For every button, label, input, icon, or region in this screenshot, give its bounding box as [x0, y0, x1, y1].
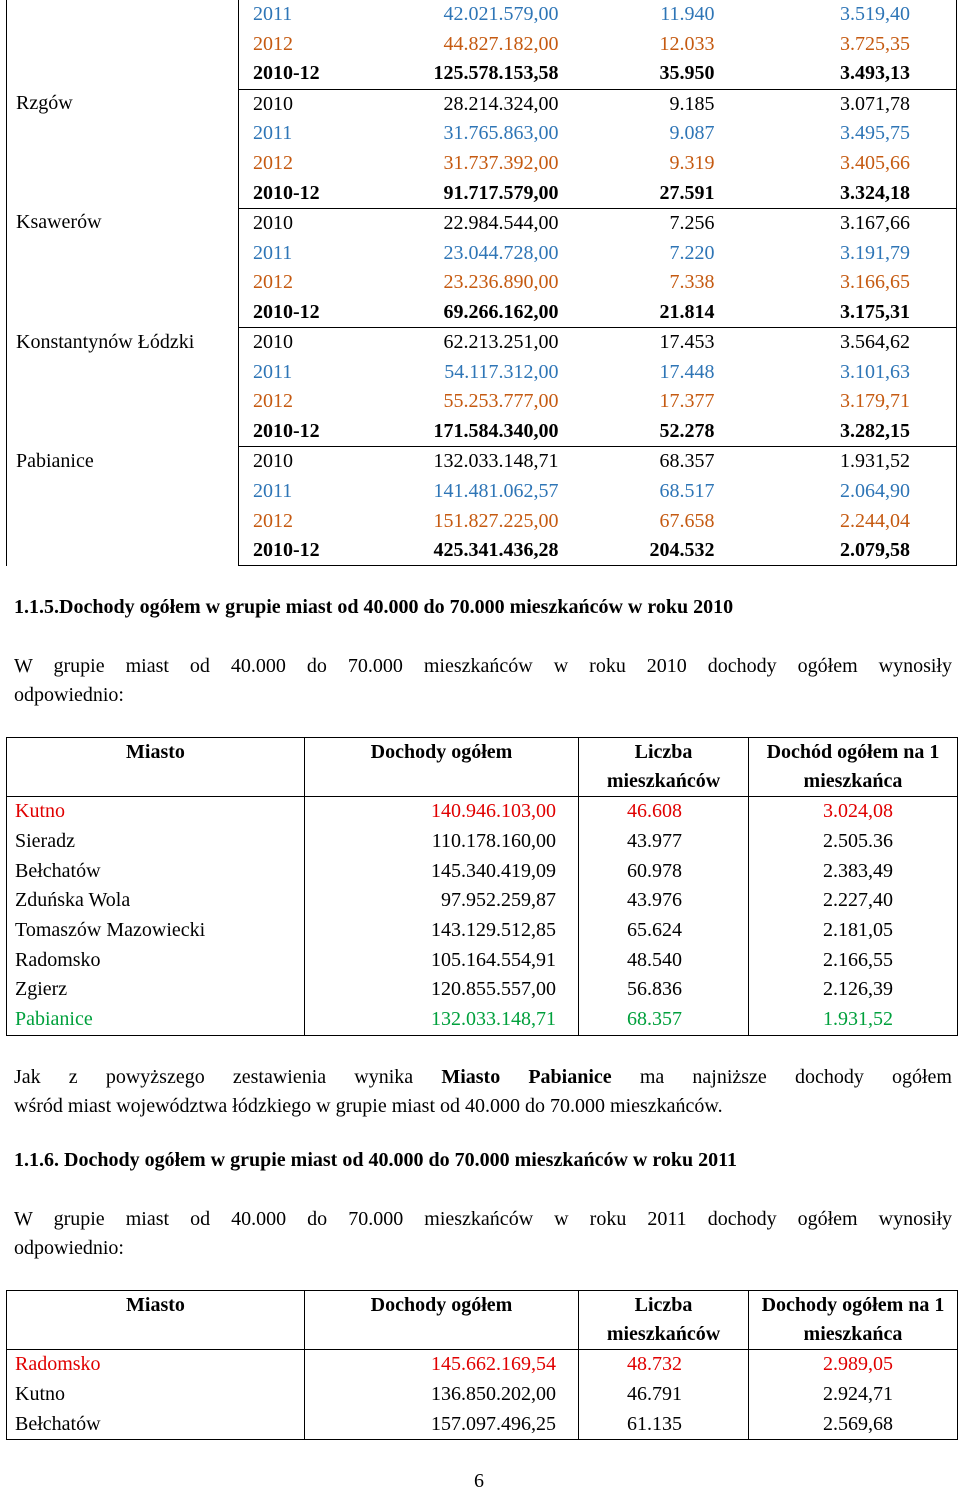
population-cell: 35.950: [565, 59, 759, 89]
per-capita-cell: 2.244,04: [759, 506, 957, 536]
income-cell: 125.578.153,58: [355, 59, 565, 89]
city-name-cell: Tomaszów Mazowiecki: [7, 916, 305, 946]
income-cell: 110.178.160,00: [305, 827, 579, 857]
year-cell: 2011: [253, 3, 293, 26]
income-cell: 145.340.419,09: [305, 856, 579, 886]
city-name-cell: Zgierz: [7, 975, 305, 1005]
income-cell: 42.021.579,00: [443, 3, 559, 26]
section-2010-conclusion: [14, 1063, 952, 1121]
per-capita-cell: 2.505.36: [749, 827, 958, 857]
population-cell: 60.978: [579, 856, 749, 886]
table-row: [7, 886, 958, 916]
section-2011-intro: [14, 1205, 952, 1263]
page-number: 6: [474, 1470, 484, 1492]
conclusion-bold-city: Miasto Pabianice: [441, 1066, 612, 1088]
city-name-cell: Pabianice: [7, 1005, 305, 1035]
per-capita-cell: 3.495,75: [759, 119, 957, 149]
income-cell: 91.717.579,00: [355, 178, 565, 208]
per-capita-cell: 2.064,90: [759, 477, 957, 507]
city-name-cell: Sieradz: [7, 827, 305, 857]
year-cell: 2012: [253, 152, 293, 174]
population-cell: 27.591: [565, 178, 759, 208]
population-cell: 11.940: [660, 3, 715, 26]
year-cell: 2011: [253, 241, 293, 264]
city-name-cell: Zduńska Wola: [7, 886, 305, 916]
year-cell: 2010-12: [239, 59, 355, 89]
population-cell: 46.608: [579, 797, 749, 827]
conclusion-text: Jak z powyższego zestawienia wynika: [14, 1066, 442, 1088]
column-header-city: Miasto: [7, 738, 305, 797]
city-name-cell: Kutno: [7, 797, 305, 827]
city-income-table-2011: [6, 1290, 958, 1440]
year-cell: 2010: [253, 212, 293, 235]
per-capita-cell: 3.282,15: [759, 417, 957, 447]
intro-line: odpowiednio:: [14, 1237, 124, 1259]
population-cell: 7.220: [669, 241, 715, 264]
population-cell: 68.517: [659, 480, 715, 503]
table-row: [7, 945, 958, 975]
income-cell: 44.827.182,00: [443, 32, 559, 55]
population-cell: 67.658: [659, 509, 715, 532]
income-cell: 22.984.544,00: [443, 212, 559, 235]
population-cell: 204.532: [565, 536, 759, 566]
population-cell: 21.814: [565, 297, 759, 327]
income-cell: 143.129.512,85: [305, 916, 579, 946]
municipality-name: Pabianice: [7, 447, 239, 566]
per-capita-cell: 3.179,71: [759, 387, 957, 417]
table-row: [7, 1005, 958, 1035]
table-row: [7, 1350, 958, 1380]
year-cell: 2012: [253, 390, 293, 413]
per-capita-cell: 3.167,66: [759, 208, 957, 238]
per-capita-cell: 2.181,05: [749, 916, 958, 946]
table-row: [7, 975, 958, 1005]
table-row: [7, 447, 957, 477]
per-capita-cell: 2.924,71: [749, 1380, 958, 1410]
column-header-per-capita: Dochód ogółem na 1 mieszkańca: [749, 738, 958, 797]
column-header-population: Liczba mieszkańców: [579, 1291, 749, 1350]
section-2011-heading: 1.1.6. Dochody ogółem w grupie miast od 40.000 do 70.000 mieszkańców w roku 2011: [14, 1149, 737, 1171]
per-capita-cell: 1.931,52: [749, 1005, 958, 1035]
population-cell: 12.033: [659, 32, 715, 55]
year-cell: 2010-12: [239, 178, 355, 208]
year-cell: 2012: [253, 271, 293, 294]
income-cell: 62.213.251,00: [443, 331, 559, 354]
year-cell: 2011: [253, 480, 293, 503]
municipality-name: Ksawerów: [7, 208, 239, 327]
city-income-table-2010: [6, 737, 958, 1036]
per-capita-cell: 1.931,52: [759, 447, 957, 477]
per-capita-cell: 2.227,40: [749, 886, 958, 916]
per-capita-cell: 3.175,31: [759, 297, 957, 327]
per-capita-cell: 3.324,18: [759, 178, 957, 208]
income-cell: 171.584.340,00: [355, 417, 565, 447]
year-cell: 2010-12: [239, 536, 355, 566]
income-cell: 120.855.557,00: [305, 975, 579, 1005]
income-cell: 23.236.890,00: [443, 271, 559, 294]
population-cell: 17.377: [659, 390, 715, 413]
city-name-cell: Bełchatów: [7, 856, 305, 886]
income-cell: 54.117.312,00: [444, 360, 559, 383]
per-capita-cell: 3.564,62: [759, 328, 957, 358]
per-capita-cell: 3.405,66: [759, 149, 957, 179]
municipality-name: Konstantynów Łódzki: [7, 328, 239, 447]
municipality-income-table: [6, 0, 957, 566]
population-cell: 17.448: [659, 360, 715, 383]
population-cell: 9.185: [669, 92, 715, 115]
municipality-name: Rzgów: [7, 89, 239, 208]
population-cell: 48.540: [579, 945, 749, 975]
intro-line: odpowiednio:: [14, 684, 124, 706]
per-capita-cell: 3.071,78: [759, 89, 957, 119]
table-row: [7, 1409, 958, 1439]
population-cell: 48.732: [579, 1350, 749, 1380]
table-row: [7, 916, 958, 946]
income-cell: 105.164.554,91: [305, 945, 579, 975]
table-row: [7, 797, 958, 827]
income-cell: 23.044.728,00: [443, 241, 559, 264]
population-cell: 9.319: [669, 152, 715, 174]
population-cell: 7.256: [669, 212, 715, 235]
conclusion-line: wśród miast województwa łódzkiego w grupie miast od 40.000 do 70.000 mieszkańców.: [14, 1095, 723, 1117]
income-cell: 69.266.162,00: [355, 297, 565, 327]
year-cell: 2011: [253, 122, 293, 145]
table-row: [7, 856, 958, 886]
per-capita-cell: 3.725,35: [759, 30, 957, 60]
year-cell: 2010-12: [239, 417, 355, 447]
intro-line: W grupie miast od 40.000 do 70.000 mieszkańców w roku 2011 dochody ogółem wynosiły: [14, 1208, 952, 1230]
income-cell: 132.033.148,71: [433, 450, 559, 473]
income-cell: 157.097.496,25: [305, 1409, 579, 1439]
population-cell: 52.278: [565, 417, 759, 447]
per-capita-cell: 3.024,08: [749, 797, 958, 827]
year-cell: 2011: [253, 360, 293, 383]
per-capita-cell: 3.101,63: [759, 358, 957, 388]
column-header-income: Dochody ogółem: [305, 1291, 579, 1350]
population-cell: 65.624: [579, 916, 749, 946]
income-cell: 141.481.062,57: [433, 480, 559, 503]
income-cell: 97.952.259,87: [305, 886, 579, 916]
population-cell: 43.977: [579, 827, 749, 857]
population-cell: 17.453: [659, 331, 715, 354]
year-cell: 2010: [253, 450, 293, 473]
table-row: [7, 827, 958, 857]
city-name-cell: Radomsko: [7, 1350, 305, 1380]
column-header-per-capita: Dochody ogółem na 1 mieszkańca: [749, 1291, 958, 1350]
year-cell: 2012: [253, 32, 293, 55]
income-cell: 31.737.392,00: [443, 152, 559, 174]
per-capita-cell: 2.126,39: [749, 975, 958, 1005]
population-cell: 56.836: [579, 975, 749, 1005]
per-capita-cell: 2.989,05: [749, 1350, 958, 1380]
year-cell: 2010-12: [239, 297, 355, 327]
column-header-income: Dochody ogółem: [305, 738, 579, 797]
per-capita-cell: 3.166,65: [759, 268, 957, 298]
table-row: [7, 328, 957, 358]
income-cell: 151.827.225,00: [433, 509, 559, 532]
per-capita-cell: 3.519,40: [759, 0, 957, 30]
income-cell: 31.765.863,00: [443, 122, 559, 145]
column-header-city: Miasto: [7, 1291, 305, 1350]
income-cell: 132.033.148,71: [305, 1005, 579, 1035]
section-2010-intro: [14, 652, 952, 710]
table-row: [7, 0, 957, 30]
per-capita-cell: 2.079,58: [759, 536, 957, 566]
per-capita-cell: 3.191,79: [759, 238, 957, 268]
income-cell: 28.214.324,00: [443, 92, 559, 115]
per-capita-cell: 2.383,49: [749, 856, 958, 886]
income-cell: 140.946.103,00: [305, 797, 579, 827]
city-name-cell: Radomsko: [7, 945, 305, 975]
population-cell: 46.791: [579, 1380, 749, 1410]
city-name-cell: Kutno: [7, 1380, 305, 1410]
intro-line: W grupie miast od 40.000 do 70.000 mieszkańców w roku 2010 dochody ogółem wynosiły: [14, 655, 952, 677]
section-2010-heading: 1.1.5.Dochody ogółem w grupie miast od 40.000 do 70.000 mieszkańców w roku 2010: [14, 596, 734, 618]
population-cell: 68.357: [659, 450, 715, 473]
column-header-population: Liczba mieszkańców: [579, 738, 749, 797]
year-cell: 2012: [253, 509, 293, 532]
income-cell: 425.341.436,28: [355, 536, 565, 566]
population-cell: 9.087: [669, 122, 715, 145]
per-capita-cell: 2.166,55: [749, 945, 958, 975]
year-cell: 2010: [253, 92, 293, 115]
income-cell: 55.253.777,00: [443, 390, 559, 413]
year-cell: 2010: [253, 331, 293, 354]
per-capita-cell: 3.493,13: [759, 59, 957, 89]
table-row: [7, 208, 957, 238]
municipality-name: [7, 0, 239, 89]
conclusion-text: ma najniższe dochody ogółem: [611, 1066, 952, 1088]
table-row: [7, 1380, 958, 1410]
population-cell: 7.338: [669, 271, 715, 294]
income-cell: 145.662.169,54: [305, 1350, 579, 1380]
table-row: [7, 89, 957, 119]
per-capita-cell: 2.569,68: [749, 1409, 958, 1439]
city-name-cell: Bełchatów: [7, 1409, 305, 1439]
population-cell: 68.357: [579, 1005, 749, 1035]
population-cell: 61.135: [579, 1409, 749, 1439]
conclusion-line: [14, 1063, 952, 1092]
income-cell: 136.850.202,00: [305, 1380, 579, 1410]
population-cell: 43.976: [579, 886, 749, 916]
